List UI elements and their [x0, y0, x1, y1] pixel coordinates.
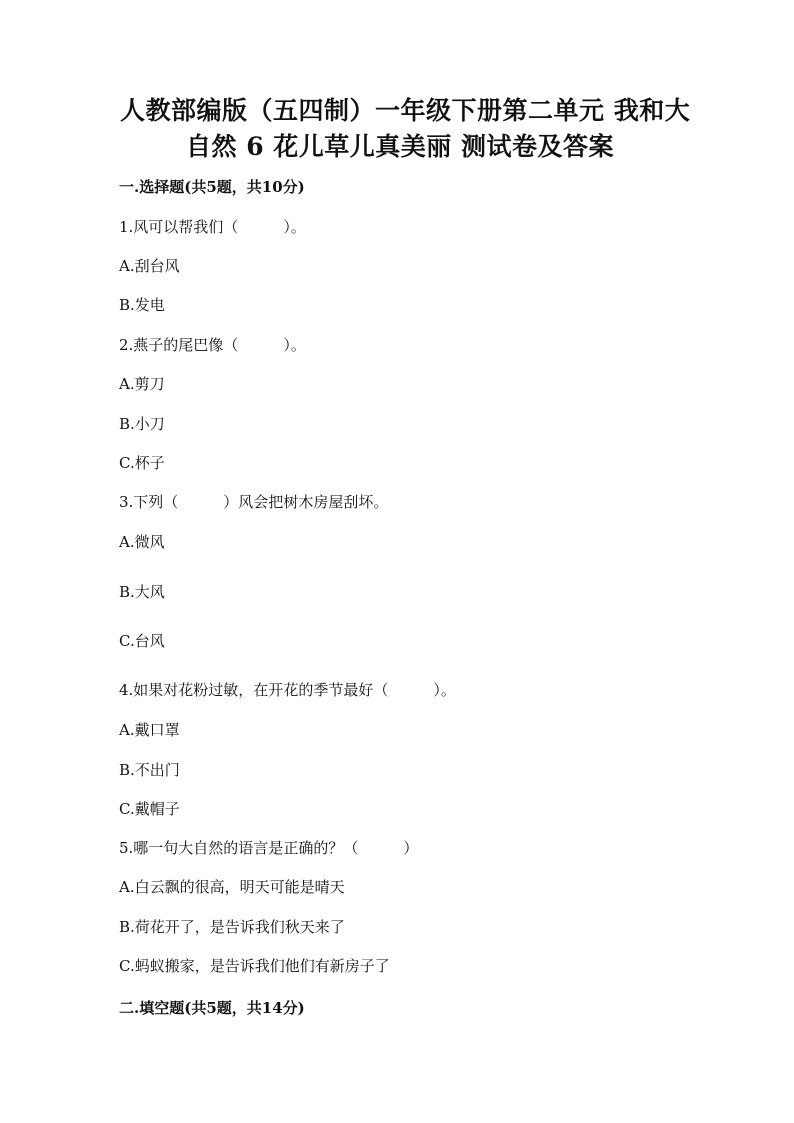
question-1-option-b: B.发电: [119, 296, 165, 314]
question-3-option-b: B.大风: [119, 583, 165, 601]
question-1-stem: 1.风可以帮我们（ ）。: [119, 218, 306, 236]
question-5-stem: 5.哪一句大自然的语言是正确的？（ ）: [119, 839, 419, 857]
question-2-option-c: C.杯子: [119, 454, 165, 472]
question-3-option-a: A.微风: [119, 533, 165, 551]
question-5-option-b: B.荷花开了，是告诉我们秋天来了: [119, 918, 345, 936]
question-3-option-c: C.台风: [119, 632, 165, 650]
section-heading-multiple-choice: 一.选择题(共5题，共10分): [119, 178, 305, 196]
question-2-stem: 2.燕子的尾巴像（ ）。: [119, 336, 306, 354]
question-5-option-c: C.蚂蚁搬家，是告诉我们他们有新房子了: [119, 957, 390, 975]
section-heading-fill-in-blank: 二.填空题(共5题，共14分): [119, 999, 305, 1017]
question-1-option-a: A.刮台风: [119, 257, 180, 275]
question-4-stem: 4.如果对花粉过敏，在开花的季节最好（ ）。: [119, 681, 456, 699]
document-title-line-2: 自然 6 花儿草儿真美丽 测试卷及答案: [185, 132, 614, 161]
question-2-option-a: A.剪刀: [119, 375, 165, 393]
question-2-option-b: B.小刀: [119, 415, 165, 433]
document-title-line-1: 人教部编版（五四制）一年级下册第二单元 我和大: [120, 96, 691, 125]
question-3-stem: 3.下列（ ）风会把树木房屋刮坏。: [119, 493, 389, 511]
question-4-option-c: C.戴帽子: [119, 800, 180, 818]
question-4-option-a: A.戴口罩: [119, 721, 180, 739]
question-4-option-b: B.不出门: [119, 761, 180, 779]
question-5-option-a: A.白云飘的很高，明天可能是晴天: [119, 878, 345, 896]
